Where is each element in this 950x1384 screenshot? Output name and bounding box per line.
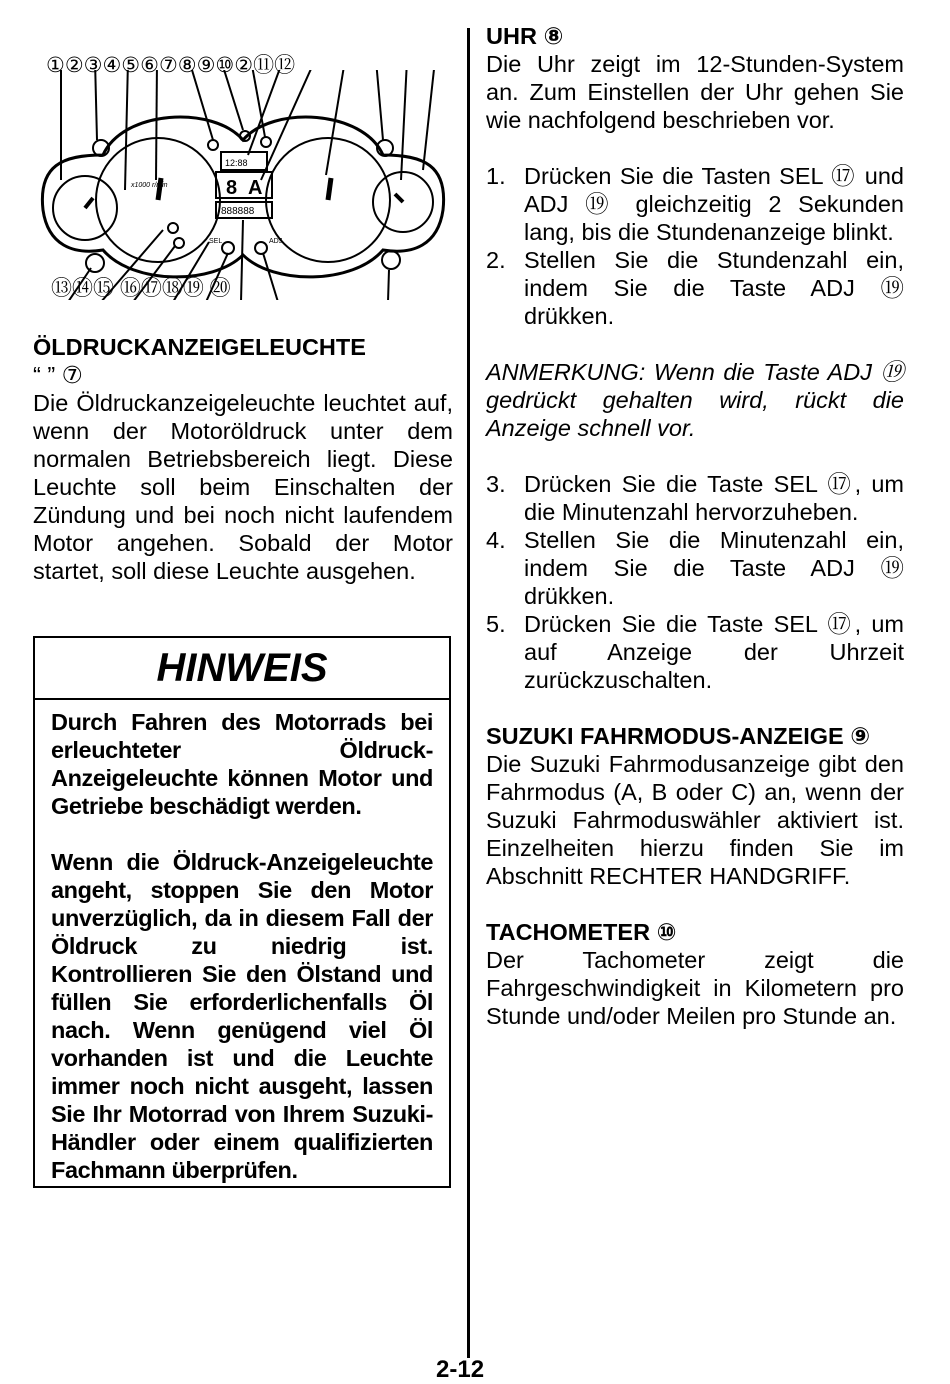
column-divider: [467, 28, 470, 1358]
figure-callouts-top: ①②③④⑤⑥⑦⑧⑨⑩②⑪⑫: [46, 54, 296, 77]
tacho-scale-label: x1000 r/min: [131, 182, 168, 189]
notice-box: [33, 636, 451, 1188]
instrument-cluster-figure: [33, 45, 453, 315]
oil-symbol-ref: “ ” ⑦: [33, 362, 83, 388]
lcd-odometer: 888888: [221, 206, 255, 217]
clock-heading: UHR ⑧: [486, 23, 564, 49]
list-item: 5. Drücken Sie die Taste SEL ⑰, um auf Anzeige der Uhrzeit zurückzuschalten.: [486, 611, 904, 693]
clock-section: [486, 22, 904, 1030]
clock-steps-list-b: [486, 470, 904, 694]
list-item: 2. Stellen Sie die Stundenzahl ein, indem Sie die Taste ADJ ⑲ drükken.: [486, 247, 904, 329]
remark-text: ANMERKUNG: Wenn die Taste ADJ ⑲ gedrückt gehalten wird, rückt die Anzeige schnell vor.: [486, 359, 904, 441]
tacho-text: Der Tachometer zeigt die Fahrgeschwindigkeit in Kilometern pro Stunde und/oder Meilen pro Stunde an.: [486, 947, 904, 1029]
adj-button-label: ADJ: [269, 238, 283, 245]
figure-callouts-bottom: ⑬⑭⑮ ⑯⑰⑱⑲ ⑳: [51, 277, 231, 300]
list-item: 1. Drücken Sie die Tasten SEL ⑰ und ADJ ⑲ gleichzeitig 2 Sekunden lang, bis die Stundenanzeige blinkt.: [486, 163, 904, 245]
lcd-gear: 8: [226, 177, 238, 199]
mode-text: Die Suzuki Fahrmodusanzeige gibt den Fahrmodus (A, B oder C) an, wenn der Suzuki Fahrmoduswähler aktiviert ist. Einzelheiten hierzu finden Sie im Abschnitt RECHTER HANDGRIFF.: [486, 751, 904, 889]
clock-steps-list-a: [486, 162, 904, 330]
notice-paragraph-2: Wenn die Öldruck-Anzeigeleuchte angeht, stoppen Sie den Motor unverzüglich, da in diesem Fall der Öldruck zu niedrig ist. Kontrollieren Sie den Ölstand und füllen Sie erforderlichenfalls Öl nach. Wenn genügend viel Öl vorhanden ist und die Leuchte immer noch nicht ausgeht, lassen Sie Ihr Motorrad von Ihrem Suzuki-Händler oder einem qualifizierten Fachmann überprüfen.: [51, 849, 433, 1183]
list-item: 3. Drücken Sie die Taste SEL ⑰, um die Minutenzahl hervorzuheben.: [486, 471, 904, 525]
clock-intro: Die Uhr zeigt im 12-Stunden-System an. Zum Einstellen der Uhr gehen Sie wie nachfolgend beschrieben vor.: [486, 51, 904, 133]
instrument-cluster-drawing: [33, 70, 453, 300]
notice-title: HINWEIS: [35, 638, 449, 700]
mode-heading: SUZUKI FAHRMODUS-ANZEIGE ⑨: [486, 723, 871, 749]
oil-pressure-heading: ÖLDRUCKANZEIGELEUCHTE: [33, 334, 366, 360]
page-number: 2-12: [436, 1356, 485, 1383]
oil-pressure-section: [33, 333, 453, 585]
oil-symbol-reference: [33, 361, 453, 389]
tacho-heading: TACHOMETER ⑩: [486, 919, 677, 945]
list-item: 4. Stellen Sie die Minutenzahl ein, indem Sie die Taste ADJ ⑲ drükken.: [486, 527, 904, 609]
lcd-mode: A: [248, 177, 263, 199]
oil-pressure-text: Die Öldruckanzeigeleuchte leuchtet auf, wenn der Motoröldruck unter dem normalen Betriebsbereich liegt. Diese Leuchte soll beim Einschalten der Zündung und bei noch nicht laufendem Motor angehen. Sobald der Motor startet, soll diese Leuchte ausgehen.: [33, 390, 453, 584]
sel-button-label: SEL: [209, 238, 223, 245]
lcd-clock: 12:88: [225, 158, 248, 168]
notice-paragraph-1: Durch Fahren des Motorrads bei erleuchteter Öldruck-Anzeigeleuchte können Motor und Getriebe beschädigt werden.: [51, 709, 433, 819]
